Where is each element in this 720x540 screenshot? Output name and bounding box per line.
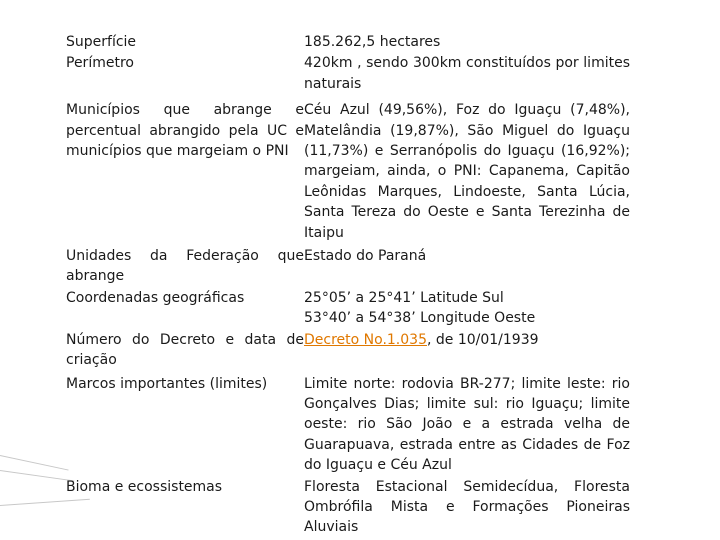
row-value-biome: Floresta Estacional Semidecídua, Floresta Ombrófila Mista e Formações Pioneiras Aluviais [304,478,630,536]
row-label-coordinates: Coordenadas geográficas [66,289,245,306]
coordinates-latitude: 25°05’ a 25°41’ Latitude Sul [304,289,504,306]
row-label-municipalities: Municípios que abrange e percentual abrangido pela UC e municípios que margeiam o PNI [66,102,304,160]
row-value-federation-units: Estado do Paraná [304,248,427,265]
row-label-biome: Bioma e ecossistemas [66,478,223,495]
coordinates-longitude: 53°40’ a 54°38’ Longitude Oeste [304,310,536,327]
decorative-line [0,455,69,471]
decree-date: , de 10/01/1939 [426,331,539,348]
row-value-municipalities: Céu Azul (49,56%), Foz do Iguaçu (7,48%), Matelândia (19,87%), São Miguel do Iguaçu (11,73%) e Serranópolis do Iguaçu (16,92%); margeiam, ainda, o PNI: Capanema, Capitão Leônidas Marques, Lindoeste, Santa Lúcia, Santa Tereza do Oeste e Santa Terezinha de Itaipu [304,102,630,241]
table-row [66,100,630,244]
row-value-perimeter [304,53,630,100]
table-row [66,53,630,100]
row-label-surface: Superfície [66,34,137,50]
table-row [66,330,630,372]
row-value-surface: 185.262,5 hectares [304,34,441,50]
table-row [66,32,630,53]
perimeter-text: 420km , sendo 300km constituídos por limites naturais [304,55,630,92]
row-label-decree: Número do Decreto e data de criação [66,331,304,369]
table-row [66,288,630,330]
row-label-perimeter: Perímetro [66,55,134,72]
table-row [66,244,630,288]
table-row [66,372,630,477]
park-info-table [66,32,630,539]
row-label-limits: Marcos importantes (limites) [66,375,268,392]
decree-link[interactable]: Decreto No.1.035 [304,331,427,348]
decorative-line [0,470,74,481]
row-label-federation-units: Unidades da Federação que abrange [66,248,304,285]
row-value-limits: Limite norte: rodovia BR-277; limite leste: rio Gonçalves Dias; limite sul: rio Iguaçu; limite oeste: rio São João e a estrada velha de Guarapuava, estrada entre as Cidades de Foz do Iguaçu e Céu Azul [304,375,630,474]
row-value-coordinates [304,288,630,330]
table-row [66,477,630,539]
row-value-decree [304,330,630,372]
